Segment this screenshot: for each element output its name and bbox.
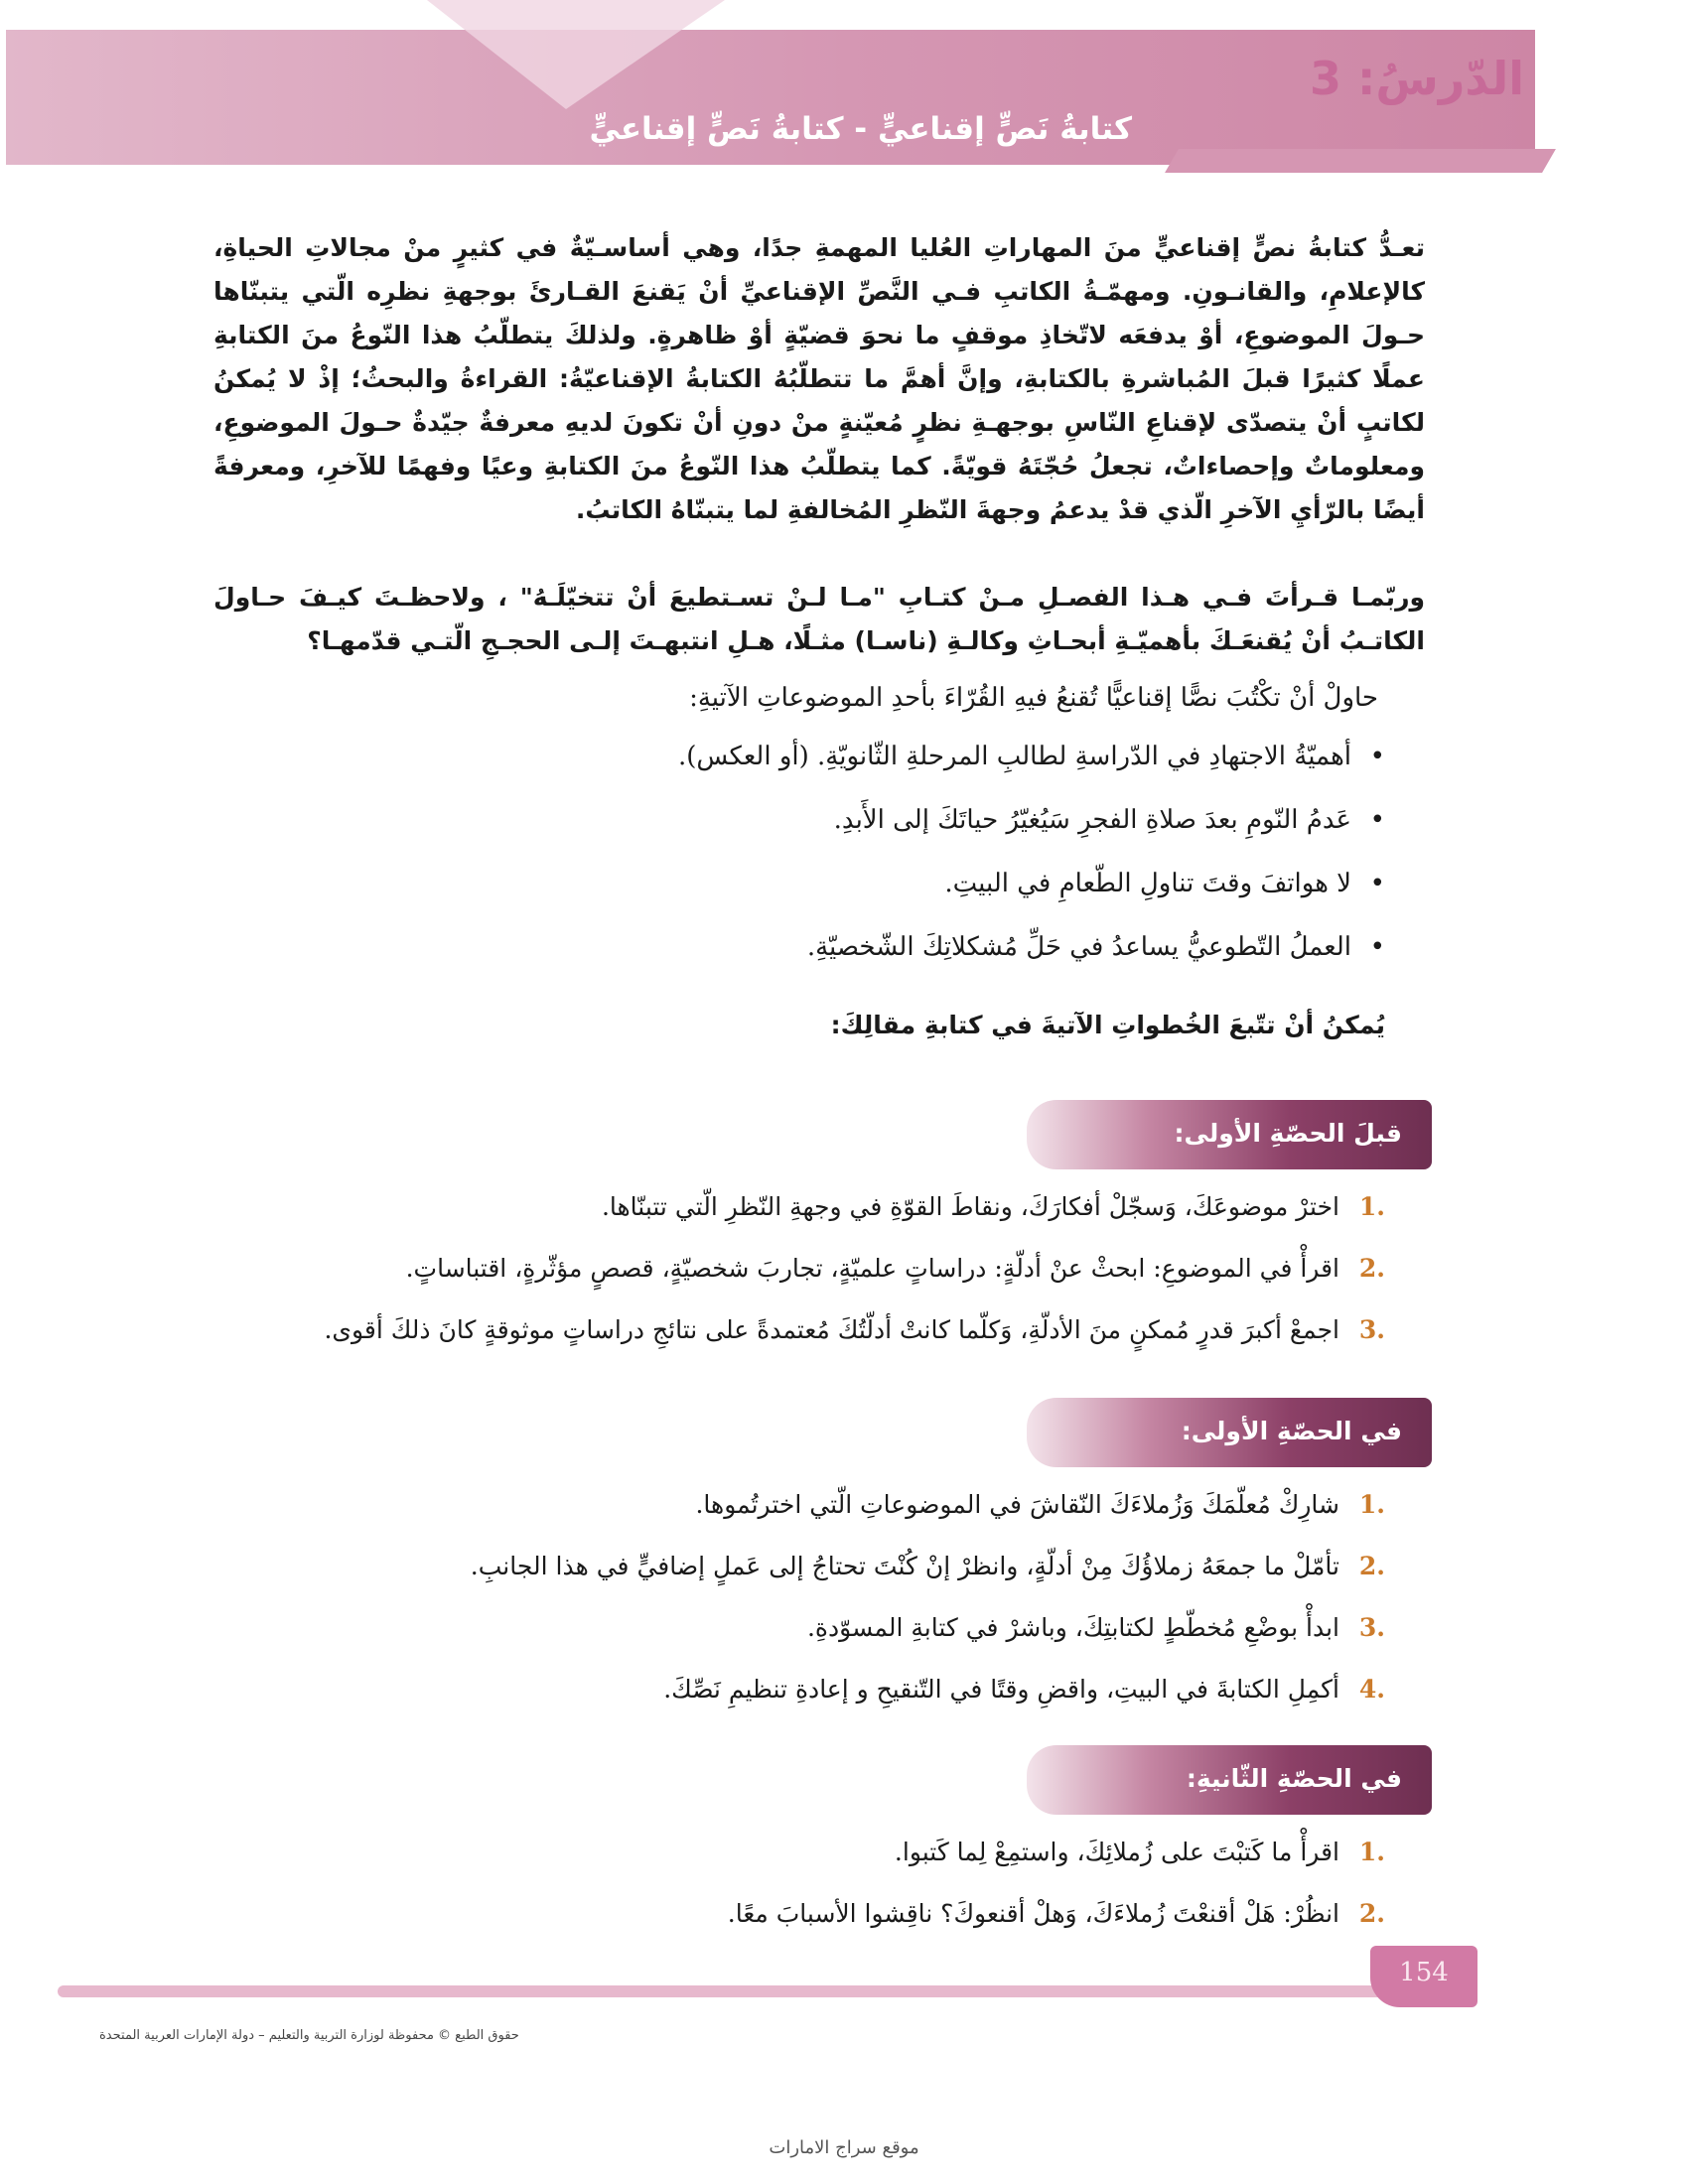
step-text: ابدأْ بوضْعِ مُخطّطٍ لكتابتِكَ، وباشرْ في كتابةِ المسوّدةِ. <box>806 1613 1339 1642</box>
section-label: قبلَ الحصّةِ الأولى: <box>1174 1119 1402 1148</box>
list-item <box>213 1670 1385 1731</box>
step-text: اخترْ موضوعَكَ، وَسجّلْ أفكارَكَ، ونقاطَ القوّةِ في وجهةِ النّظرِ الّتي تتبنّاها. <box>601 1192 1339 1221</box>
step-number: 1. <box>1358 1192 1385 1221</box>
footer-rule <box>58 1985 1408 1997</box>
step-number: 2. <box>1358 1552 1385 1580</box>
bullet-icon: • <box>1369 869 1385 898</box>
bullet-icon: • <box>1369 742 1385 771</box>
header-decoration <box>427 0 725 109</box>
list-item <box>213 1547 1385 1608</box>
section-label: في الحصّةِ الأولى: <box>1181 1417 1402 1445</box>
step-text: تأمّلْ ما جمعَهُ زملاؤُكَ مِنْ أدلّةٍ، وانظرْ إنْ كُنْتَ تحتاجُ إلى عَملٍ إضافيٍّ في هذا الجانبِ. <box>470 1552 1339 1580</box>
step-text: اجمعْ أكبرَ قدرٍ مُمكنٍ منَ الأدلّةِ، وَكلّما كانتْ أدلّتُكَ مُعتمدةً على نتائجِ دراساتٍ موثوقةٍ كانَ ذلكَ أقوى. <box>324 1315 1339 1344</box>
list-item <box>492 862 1385 925</box>
list-item <box>213 1894 1385 1956</box>
step-number: 1. <box>1358 1490 1385 1519</box>
section-label: في الحصّةِ الثّانيةِ: <box>1186 1764 1402 1793</box>
topic-text: عَدمُ النّومِ بعدَ صلاةِ الفجرِ سَيُغيّرُ حياتَكَ إلى الأَبدِ. <box>833 805 1351 835</box>
step-number: 2. <box>1358 1254 1385 1283</box>
bullet-icon: • <box>1369 805 1385 835</box>
topics-list <box>492 735 1385 989</box>
topic-text: أهميّةُ الاجتهادِ في الدّراسةِ لطالبِ المرحلةِ الثّانويّةِ. (أو العكس). <box>677 742 1351 771</box>
step-number: 2. <box>1358 1899 1385 1928</box>
topic-text: العملُ التّطوعيُّ يساعدُ في حَلِّ مُشكلاتِكَ الشّخصيّةِ. <box>806 932 1351 962</box>
list-item <box>492 798 1385 862</box>
steps-list-second <box>213 1833 1385 1956</box>
copyright-note: حقوق الطبع © محفوظة لوزارة التربية والتعليم – دولة الإمارات العربية المتحدة <box>99 2028 519 2043</box>
footer-site-name: موقع سراج الامارات <box>769 2137 919 2158</box>
steps-list-before <box>213 1187 1385 1372</box>
section-header-second <box>1027 1745 1432 1815</box>
steps-intro: يُمكنُ أنْ تتّبعَ الخُطواتِ الآتيةَ في كتابةِ مقالِكَ: <box>830 1011 1385 1039</box>
list-item <box>492 735 1385 798</box>
bullet-icon: • <box>1369 932 1385 962</box>
list-item <box>213 1833 1385 1894</box>
intro-paragraph-2: وربّمـا قـرأتَ فـي هـذا الفصـلِ مـنْ كتـابِ "مـا لـنْ تسـتطيعَ أنْ تتخيّلَـهُ" ، ولاحظـتَ كيـفَ حـاولَ الكاتـبُ أنْ يُقنعَـكَ بأهميّـةِ أبحـاثِ وكالـةِ (ناسـا) مثـلًا، هـلِ انتبهـتَ إلـى الحجـجِ الّتـي قدّمهـا؟ <box>213 583 1425 655</box>
task-prompt: حاولْ أنْ تكْتُبَ نصًّا إقناعيًّا تُقنعُ فيهِ القُرّاءَ بأحدِ الموضوعاتِ الآتيةِ: <box>689 683 1378 713</box>
topic-text: لا هواتفَ وقتَ تناولِ الطّعامِ في البيتِ. <box>944 869 1351 898</box>
page-number: 154 <box>1399 1958 1449 1987</box>
step-text: اقرأْ ما كَتبْتَ على زُملائِكَ، واستمِعْ لِما كَتبوا. <box>894 1838 1339 1866</box>
step-number: 3. <box>1358 1315 1385 1344</box>
list-item <box>213 1310 1385 1372</box>
list-item <box>213 1485 1385 1547</box>
step-number: 4. <box>1358 1675 1385 1704</box>
header-accent-stripe <box>1165 149 1556 173</box>
step-text: انظُرْ: هَلْ أقنعْتَ زُملاءَكَ، وَهلْ أقنعوكَ؟ ناقِشوا الأسبابَ معًا. <box>727 1899 1339 1928</box>
steps-list-first <box>213 1485 1385 1731</box>
step-number: 1. <box>1358 1838 1385 1866</box>
list-item <box>213 1249 1385 1310</box>
section-header-first <box>1027 1398 1432 1467</box>
step-text: أكمِلِ الكتابةَ في البيتِ، واقضِ وقتًا في التّنقيحِ و إعادةِ تنظيمِ نَصِّكَ. <box>663 1675 1339 1704</box>
step-text: اقرأْ في الموضوعِ: ابحثْ عنْ أدلّةٍ: دراساتٍ علميّةٍ، تجاربَ شخصيّةٍ، قصصٍ مؤثّرةٍ، اقتباساتٍ. <box>405 1254 1339 1283</box>
section-header-before <box>1027 1100 1432 1169</box>
lesson-title: الدّرسُ: 3 <box>1310 52 1524 105</box>
page-number-badge <box>1370 1946 1477 2007</box>
list-item <box>492 925 1385 989</box>
list-item <box>213 1187 1385 1249</box>
step-text: شارِكْ مُعلّمَكَ وَزُملاءَكَ النّقاشَ في الموضوعاتِ الّتي اخترتُموها. <box>695 1490 1339 1519</box>
list-item <box>213 1608 1385 1670</box>
step-number: 3. <box>1358 1613 1385 1642</box>
lesson-subtitle: كتابةُ نَصٍّ إقناعيٍّ - كتابةُ نَصٍّ إقناعيٍّ <box>589 111 1132 147</box>
intro-paragraph: تعـدُّ كتابةُ نصٍّ إقناعيٍّ منَ المهاراتِ العُليا المهمةِ جدًا، وهي أساسـيّةٌ في كثيرٍ منْ مجالاتِ الحياةِ، كالإعلامِ، والقانـونِ. ومهمّـةُ الكاتبِ فـي النَّصِّ الإقناعيِّ أنْ يَقنعَ القـارئَ بوجهةِ نظرِه الّتي يتبنّاها حـولَ الموضوعِ، أوْ يدفعَه لاتّخاذِ موقفٍ ما نحوَ قضيّةٍ أوْ ظاهرةٍ. ولذلكَ يتطلّبُ هذا النّوعُ منَ الكتابةِ عملًا كثيرًا قبلَ المُباشرةِ بالكتابةِ، وإنَّ أهمَّ ما تتطلّبُهُ الكتابةُ الإقناعيّةُ: القراءةُ والبحثُ؛ إذْ لا يُمكنُ لكاتبٍ أنْ يتصدّى لإقناعِ النّاسِ بوجهـةِ نظرٍ مُعيّنةٍ منْ دونِ أنْ تكونَ لديهِ معرفةٌ جيّدةٌ حـولَ الموضوعِ، ومعلوماتٌ وإحصاءاتٌ، تجعلُ حُجّتَهُ قويّةً. كما يتطلّبُ هذا النّوعُ منَ الكتابةِ وعيًا وفهمًا للآخرِ، ومعرفةً أيضًا بالرّأيِ الآخرِ الّذي قدْ يدعمُ وجهةَ النّظرِ المُخالفةِ لما يتبنّاهُ الكاتبُ. <box>213 233 1425 524</box>
